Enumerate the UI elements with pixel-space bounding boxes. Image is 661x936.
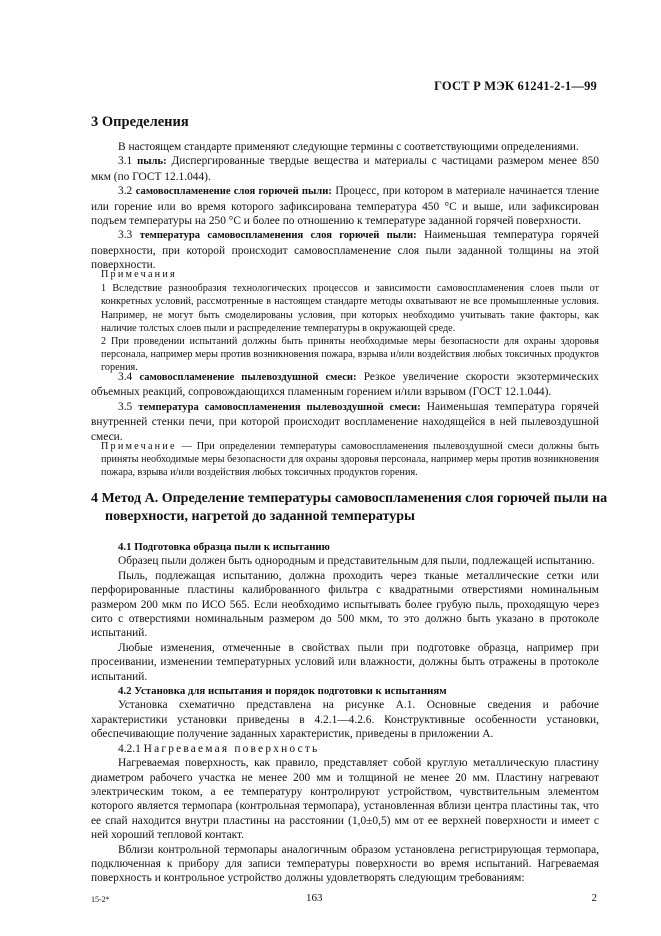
- note-1: 1 Вследствие разнообразия технологических процессов и зависимости самовоспламенения слоев пыли от конкретных условий, рассмотренные в настоящем стандарте методы охватывают не все промышленные условия. Например, не могут быть смоделированы условия, при которых необходимо учитывать такие факторы, как наличие толстых слоев пыли и распределение температуры в окружающей среде.: [101, 283, 599, 334]
- notes-heading: Примечания: [101, 269, 177, 280]
- note-3: [91, 440, 599, 480]
- subsection-4-1-para-1: Образец пыли должен быть однородным и представительным для пыли, подлежащей испытанию.: [118, 555, 595, 568]
- document-id-header: ГОСТ Р МЭК 61241-2-1—99: [434, 79, 597, 93]
- subsection-4-2-para-1: Установка схематично представлена на рисунке А.1. Основные сведения и рабочие характеристики установки приведены в 4.2.1—4.2.6. Конструктивные особенности установки, обеспечивающие получение заданных характеристик, приведены в приложении А.: [91, 699, 599, 741]
- notes-block: [91, 268, 599, 375]
- definition-3-4: 3.4 самовоспламенение пылевоздушной смеси: Резкое увеличение скорости экзотермических объемных реакций, сопровождающихся пламенным горением и/или взрывом (ГОСТ 12.1.044).: [91, 371, 599, 399]
- note-3-label: Примечание: [101, 441, 177, 452]
- section-3-body: [91, 140, 599, 273]
- subsection-4-2-1-title: 4.2.1 Нагреваемая поверхность: [118, 742, 320, 755]
- subsection-4-2-1-para-1: Нагреваемая поверхность, как правило, представляет собой круглую металлическую пластину диаметром рабочего участка не менее 200 мм и толщиной не менее 20 мм. Пластину нагревают электрическим током, а ее температуру контролируют устройством, чувствительным элементом которого является термопара (контрольная термопара), установленная вблизи центра пластины так, что ее спай находится внутри пластины на расстоянии (1,0±0,5) мм от ее верхней поверхности и имеет с ней хороший тепловой контакт.: [91, 757, 599, 842]
- footer-page-number: 163: [306, 892, 323, 904]
- subsection-4-2-1-para-2: Вблизи контрольной термопары аналогичным образом установлена регистрирующая термопара, подключенная к прибору для записи температуры поверхности во время испытаний. Нагреваемая поверхность и контрольное устройство должны удовлетворять следующим требованиям:: [91, 843, 599, 885]
- subsection-4-1-para-2: Пыль, подлежащая испытанию, должна проходить через тканые металлические сетки или перфорированные пластины калиброванного фильтра с квадратными отверстиями номинальным размером 200 мкм по ИСО 565. Если необходимо испытывать более грубую пыль, проходящую через сито с отверстиями номинальным размером до 500 мкм, то это должно быть указано в протоколе испытаний.: [91, 569, 599, 640]
- definition-3-3: 3.3 температура самовоспламенения слоя горючей пыли: Наименьшая температура горячей поверхности, при которой происходит самовоспламенение слоя пыли заданной толщины на этой поверхности.: [91, 229, 599, 272]
- section-3-title: 3 Определения: [91, 114, 189, 130]
- section-3-intro: В настоящем стандарте применяют следующие термины с соответствующими определениями.: [118, 141, 579, 153]
- definition-3-5: 3.5 температура самовоспламенения пылевоздушной смеси: Наименьшая температура горячей внутренней стенки печи, при которой происходит воспламенение находящейся в ней пылевоздушной смеси.: [91, 400, 599, 443]
- definition-3-2: 3.2 самовоспламенение слоя горючей пыли: Процесс, при котором в материале начинается тление или горение или во время которого зафиксирована температура 450 °С и выше, или зафиксирован подъем температуры на 250 °С и более по отношению к температуре заданной горячей поверхности.: [91, 185, 599, 228]
- footer-sheet-mark: 15-2*: [91, 895, 110, 904]
- section-4-title: 4 Метод А. Определение температуры самовоспламенения слоя горючей пыли на поверхности, нагретой до заданной температуры: [91, 491, 608, 524]
- definition-3-1: 3.1 пыль: Диспергированные твердые вещества и материалы с частицами размером менее 850 мкм (по ГОСТ 12.1.044).: [91, 155, 599, 183]
- note-3-text: — При определении температуры самовоспламенения пылевоздушной смеси должны быть приняты необходимые меры безопасности для охраны здоровья персонала, например меры против возникновения пожара, взрыва и/или воздействия любых токсичных продуктов горения.: [101, 441, 599, 479]
- section-4-body: [91, 540, 599, 886]
- note-2: 2 При проведении испытаний должны быть приняты необходимые меры безопасности для охраны здоровья персонала, например меры против возникновения пожара, взрыва и/или воздействия любых токсичных продуктов горения.: [101, 336, 599, 374]
- subsection-4-1-title: 4.1 Подготовка образца пыли к испытанию: [118, 541, 330, 553]
- definitions-3-4-3-5: [91, 370, 599, 444]
- subsection-4-2-title: 4.2 Установка для испытания и порядок подготовки к испытаниям: [118, 685, 447, 698]
- subsection-4-1-para-3: Любые изменения, отмеченные в свойствах пыли при подготовке образца, например при просеивании, изменении температурных условий или влажности, должны быть отражены в протоколе испытаний.: [91, 641, 599, 683]
- footer-local-page: 2: [591, 892, 597, 904]
